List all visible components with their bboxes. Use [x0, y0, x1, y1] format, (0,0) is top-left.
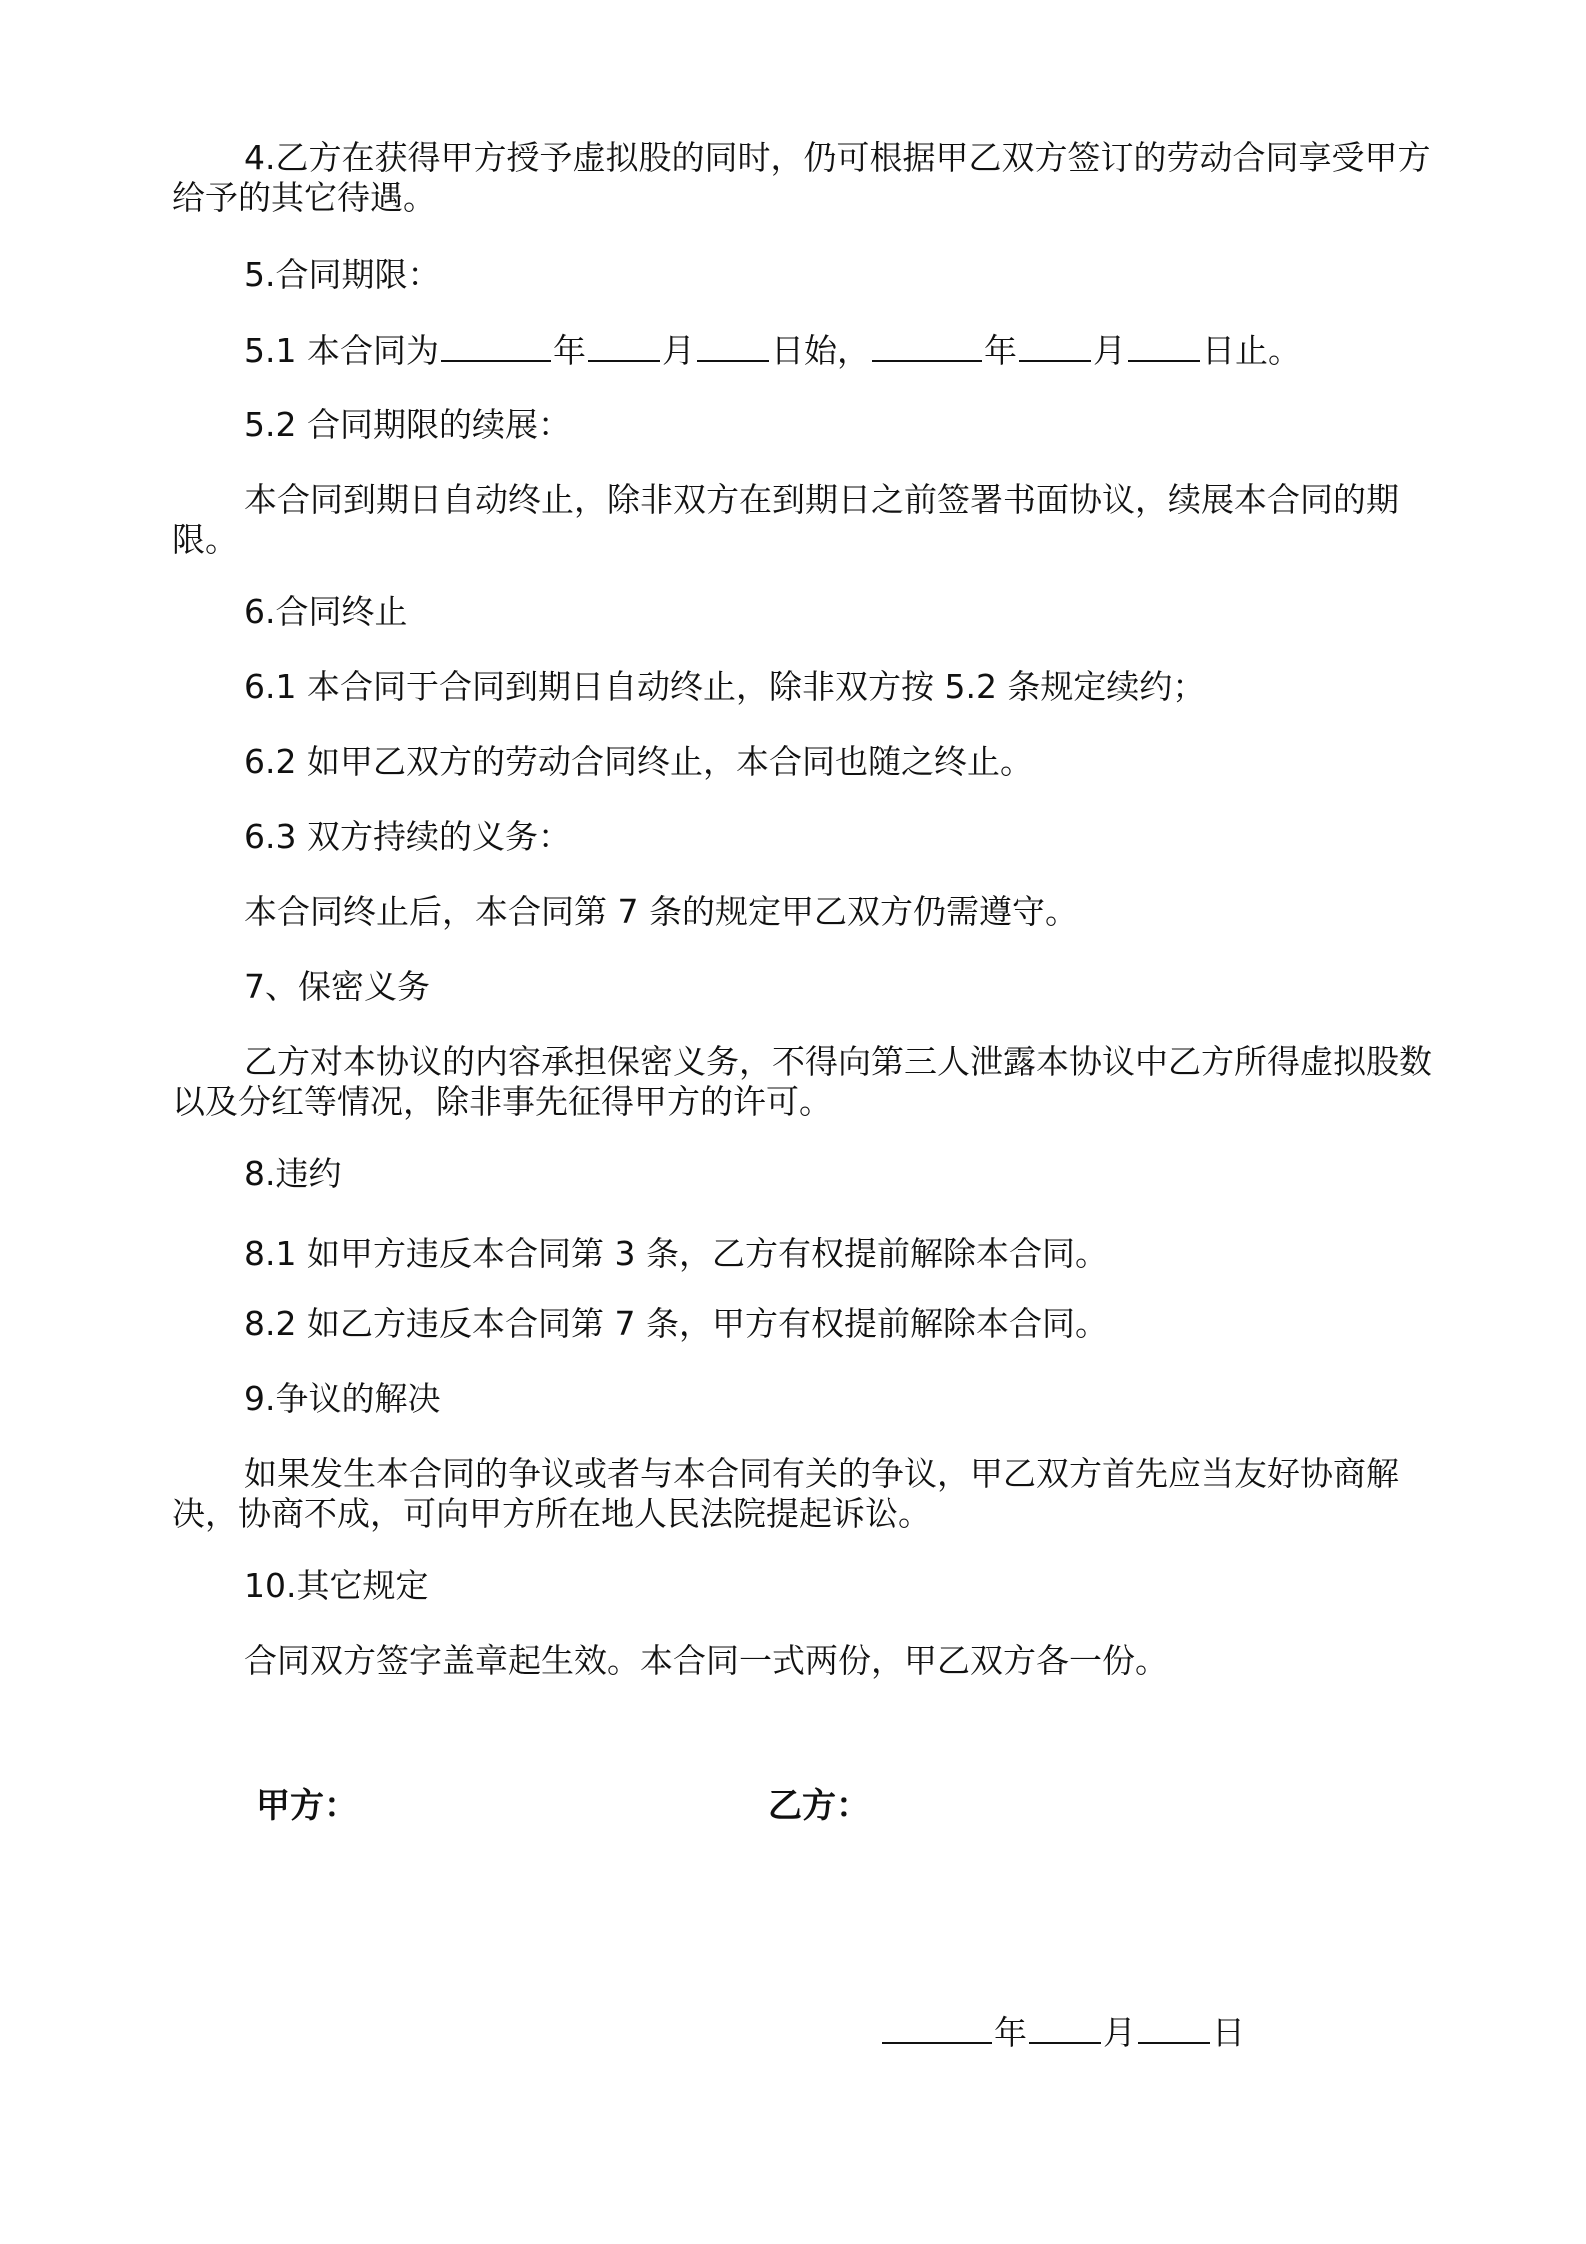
clause-7-body: 乙方对本协议的内容承担保密义务，不得向第三人泄露本协议中乙方所得虚拟股数以及分红等情况，除非事先征得甲方的许可。: [172, 1042, 1432, 1121]
signature-date-line: [880, 2012, 1280, 2053]
blank-month-end: [1019, 330, 1091, 362]
label-month-start: 月: [661, 331, 695, 370]
blank-sign-year: [882, 2012, 992, 2044]
clause-5-2-body: 本合同到期日自动终止，除非双方在到期日之前签署书面协议，续展本合同的期限。: [172, 480, 1399, 559]
signature-party-b: 乙方：: [768, 1786, 870, 1826]
label-sign-month: 月: [1103, 2013, 1136, 2052]
clause-8-2: 8.2 如乙方违反本合同第 7 条，甲方有权提前解除本合同。: [244, 1304, 1108, 1343]
clause-4: 4.乙方在获得甲方授予虚拟股的同时，仍可根据甲乙双方签订的劳动合同享受甲方给予的其它待遇。: [172, 138, 1431, 217]
blank-sign-month: [1029, 2012, 1101, 2044]
clause-5-title: 5.合同期限：: [244, 255, 441, 294]
clause-6-2: 6.2 如甲乙双方的劳动合同终止，本合同也随之终止。: [244, 742, 1033, 781]
clause-10-title: 10.其它规定: [244, 1566, 429, 1605]
clause-7-title: 7、保密义务: [244, 967, 430, 1006]
label-month-end: 月: [1092, 331, 1126, 370]
clause-6-3-title: 6.3 双方持续的义务：: [244, 817, 571, 856]
label-sign-day: 日: [1212, 2013, 1245, 2052]
blank-sign-day: [1138, 2012, 1210, 2044]
blank-year-end: [872, 330, 982, 362]
label-day-end: 日止。: [1201, 331, 1301, 370]
clause-8-title: 8.违约: [244, 1154, 342, 1193]
clause-9-title: 9.争议的解决: [244, 1379, 441, 1418]
clause-6-title: 6.合同终止: [244, 592, 408, 631]
clause-8-1: 8.1 如甲方违反本合同第 3 条，乙方有权提前解除本合同。: [244, 1234, 1108, 1273]
label-day-start: 日始，: [770, 331, 870, 370]
label-year-end: 年: [983, 331, 1017, 370]
blank-month-start: [588, 330, 660, 362]
clause-10-body: 合同双方签字盖章起生效。本合同一式两份，甲乙双方各一份。: [244, 1641, 1168, 1680]
blank-day-end: [1128, 330, 1200, 362]
clause-5-1: [244, 330, 1514, 371]
signature-party-a: 甲方：: [256, 1786, 358, 1826]
clause-5-1-prefix: 5.1 本合同为: [244, 331, 439, 370]
label-year-start: 年: [552, 331, 586, 370]
clause-9-body: 如果发生本合同的争议或者与本合同有关的争议，甲乙双方首先应当友好协商解决，协商不成，可向甲方所在地人民法院提起诉讼。: [172, 1454, 1399, 1533]
clause-6-1: 6.1 本合同于合同到期日自动终止，除非双方按 5.2 条规定续约；: [244, 667, 1206, 706]
blank-day-start: [697, 330, 769, 362]
blank-year-start: [441, 330, 551, 362]
label-sign-year: 年: [994, 2013, 1027, 2052]
clause-6-3-body: 本合同终止后，本合同第 7 条的规定甲乙双方仍需遵守。: [244, 892, 1078, 931]
clause-5-2-title: 5.2 合同期限的续展：: [244, 405, 571, 444]
